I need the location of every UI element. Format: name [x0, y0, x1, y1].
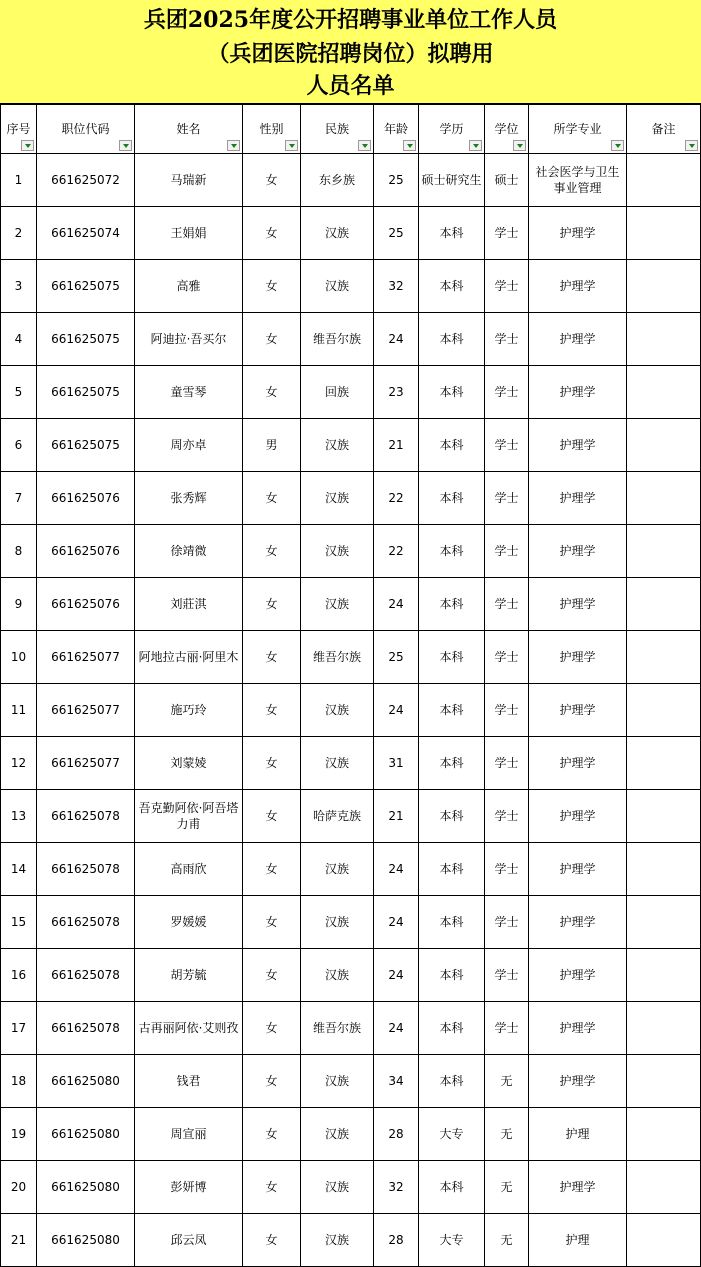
major-cell: 护理学 — [529, 896, 627, 949]
ethnicity-cell: 汉族 — [301, 949, 374, 1002]
gender-cell: 女 — [243, 154, 301, 207]
ethnicity-cell: 汉族 — [301, 737, 374, 790]
hiring-table — [0, 104, 701, 1267]
table-row — [1, 366, 701, 419]
ethnicity-cell: 维吾尔族 — [301, 1002, 374, 1055]
row-number-cell: 13 — [1, 790, 37, 843]
table-row — [1, 1002, 701, 1055]
title-line-1: 兵团2025年度公开招聘事业单位工作人员 — [143, 7, 558, 33]
degree-cell: 硕士 — [485, 154, 529, 207]
remark-cell — [627, 790, 701, 843]
position-code-cell: 661625072 — [37, 154, 135, 207]
age-cell: 28 — [374, 1108, 419, 1161]
table-row — [1, 949, 701, 1002]
education-cell: 本科 — [419, 631, 485, 684]
position-code-cell: 661625077 — [37, 684, 135, 737]
major-cell: 护理学 — [529, 1161, 627, 1214]
age-cell: 24 — [374, 1002, 419, 1055]
column-header — [243, 105, 301, 154]
gender-cell: 女 — [243, 207, 301, 260]
age-cell: 32 — [374, 260, 419, 313]
ethnicity-cell: 汉族 — [301, 419, 374, 472]
age-cell: 24 — [374, 896, 419, 949]
filter-dropdown-icon[interactable] — [285, 140, 298, 151]
name-cell: 古再丽阿依·艾则孜 — [135, 1002, 243, 1055]
remark-cell — [627, 313, 701, 366]
column-header-label: 序号 — [6, 122, 31, 136]
position-code-cell: 661625078 — [37, 949, 135, 1002]
degree-cell: 学士 — [485, 790, 529, 843]
education-cell: 本科 — [419, 1002, 485, 1055]
ethnicity-cell: 东乡族 — [301, 154, 374, 207]
row-number-cell: 10 — [1, 631, 37, 684]
degree-cell: 学士 — [485, 843, 529, 896]
position-code-cell: 661625075 — [37, 313, 135, 366]
education-cell: 本科 — [419, 525, 485, 578]
remark-cell — [627, 1161, 701, 1214]
ethnicity-cell: 汉族 — [301, 843, 374, 896]
position-code-cell: 661625076 — [37, 472, 135, 525]
column-header-label: 学位 — [494, 122, 519, 136]
education-cell: 本科 — [419, 1161, 485, 1214]
remark-cell — [627, 949, 701, 1002]
table-row — [1, 525, 701, 578]
gender-cell: 女 — [243, 1161, 301, 1214]
table-row — [1, 684, 701, 737]
column-header — [627, 105, 701, 154]
gender-cell: 男 — [243, 419, 301, 472]
age-cell: 34 — [374, 1055, 419, 1108]
gender-cell: 女 — [243, 366, 301, 419]
age-cell: 32 — [374, 1161, 419, 1214]
age-cell: 28 — [374, 1214, 419, 1267]
row-number-cell: 5 — [1, 366, 37, 419]
remark-cell — [627, 419, 701, 472]
major-cell: 护理学 — [529, 366, 627, 419]
position-code-cell: 661625080 — [37, 1108, 135, 1161]
ethnicity-cell: 汉族 — [301, 1161, 374, 1214]
row-number-cell: 7 — [1, 472, 37, 525]
age-cell: 21 — [374, 419, 419, 472]
age-cell: 22 — [374, 472, 419, 525]
degree-cell: 无 — [485, 1108, 529, 1161]
name-cell: 阿迪拉·吾买尔 — [135, 313, 243, 366]
title-line-2: （兵团医院招聘岗位）拟聘用 — [207, 41, 494, 67]
table-row — [1, 260, 701, 313]
degree-cell: 学士 — [485, 737, 529, 790]
gender-cell: 女 — [243, 525, 301, 578]
degree-cell: 学士 — [485, 631, 529, 684]
name-cell: 马瑞新 — [135, 154, 243, 207]
column-header — [135, 105, 243, 154]
ethnicity-cell: 汉族 — [301, 207, 374, 260]
column-header — [374, 105, 419, 154]
remark-cell — [627, 1002, 701, 1055]
remark-cell — [627, 525, 701, 578]
major-cell: 护理学 — [529, 525, 627, 578]
column-header — [485, 105, 529, 154]
remark-cell — [627, 631, 701, 684]
education-cell: 本科 — [419, 896, 485, 949]
position-code-cell: 661625078 — [37, 843, 135, 896]
gender-cell: 女 — [243, 578, 301, 631]
header-row — [1, 105, 701, 154]
education-cell: 本科 — [419, 1055, 485, 1108]
gender-cell: 女 — [243, 1214, 301, 1267]
position-code-cell: 661625080 — [37, 1161, 135, 1214]
remark-cell — [627, 843, 701, 896]
position-code-cell: 661625075 — [37, 366, 135, 419]
education-cell: 本科 — [419, 260, 485, 313]
position-code-cell: 661625078 — [37, 790, 135, 843]
degree-cell: 学士 — [485, 1002, 529, 1055]
name-cell: 周亦卓 — [135, 419, 243, 472]
row-number-cell: 14 — [1, 843, 37, 896]
filter-dropdown-icon[interactable] — [403, 140, 416, 151]
table-row — [1, 419, 701, 472]
ethnicity-cell: 汉族 — [301, 684, 374, 737]
gender-cell: 女 — [243, 313, 301, 366]
name-cell: 刘莊淇 — [135, 578, 243, 631]
education-cell: 本科 — [419, 207, 485, 260]
major-cell: 护理学 — [529, 313, 627, 366]
table-row — [1, 1161, 701, 1214]
column-header — [529, 105, 627, 154]
position-code-cell: 661625080 — [37, 1055, 135, 1108]
degree-cell: 无 — [485, 1161, 529, 1214]
age-cell: 24 — [374, 684, 419, 737]
gender-cell: 女 — [243, 737, 301, 790]
age-cell: 31 — [374, 737, 419, 790]
remark-cell — [627, 1214, 701, 1267]
row-number-cell: 18 — [1, 1055, 37, 1108]
age-cell: 24 — [374, 949, 419, 1002]
major-cell: 护理学 — [529, 260, 627, 313]
column-header-label: 性别 — [259, 122, 284, 136]
education-cell: 本科 — [419, 737, 485, 790]
major-cell: 护理学 — [529, 790, 627, 843]
degree-cell: 学士 — [485, 419, 529, 472]
position-code-cell: 661625078 — [37, 896, 135, 949]
remark-cell — [627, 154, 701, 207]
age-cell: 24 — [374, 843, 419, 896]
position-code-cell: 661625075 — [37, 419, 135, 472]
column-header — [1, 105, 37, 154]
table-row — [1, 578, 701, 631]
position-code-cell: 661625080 — [37, 1214, 135, 1267]
education-cell: 本科 — [419, 313, 485, 366]
major-cell: 护理学 — [529, 207, 627, 260]
degree-cell: 无 — [485, 1055, 529, 1108]
gender-cell: 女 — [243, 843, 301, 896]
title-line-3: 人员名单 — [306, 73, 395, 99]
age-cell: 24 — [374, 578, 419, 631]
age-cell: 21 — [374, 790, 419, 843]
name-cell: 徐靖微 — [135, 525, 243, 578]
gender-cell: 女 — [243, 1002, 301, 1055]
major-cell: 护理 — [529, 1108, 627, 1161]
ethnicity-cell: 汉族 — [301, 1055, 374, 1108]
position-code-cell: 661625077 — [37, 737, 135, 790]
row-number-cell: 12 — [1, 737, 37, 790]
age-cell: 25 — [374, 631, 419, 684]
major-cell: 护理学 — [529, 1002, 627, 1055]
position-code-cell: 661625074 — [37, 207, 135, 260]
education-cell: 本科 — [419, 366, 485, 419]
filter-dropdown-icon[interactable] — [685, 140, 698, 151]
column-header-label: 民族 — [324, 122, 349, 136]
name-cell: 高雅 — [135, 260, 243, 313]
name-cell: 刘蒙婈 — [135, 737, 243, 790]
major-cell: 社会医学与卫生事业管理 — [529, 154, 627, 207]
education-cell: 硕士研究生 — [419, 154, 485, 207]
ethnicity-cell: 汉族 — [301, 1214, 374, 1267]
table-row — [1, 313, 701, 366]
row-number-cell: 15 — [1, 896, 37, 949]
degree-cell: 学士 — [485, 949, 529, 1002]
table-row — [1, 737, 701, 790]
gender-cell: 女 — [243, 896, 301, 949]
row-number-cell: 3 — [1, 260, 37, 313]
gender-cell: 女 — [243, 949, 301, 1002]
ethnicity-cell: 汉族 — [301, 1108, 374, 1161]
position-code-cell: 661625075 — [37, 260, 135, 313]
column-header-label: 职位代码 — [61, 122, 110, 136]
name-cell: 张秀辉 — [135, 472, 243, 525]
row-number-cell: 16 — [1, 949, 37, 1002]
ethnicity-cell: 回族 — [301, 366, 374, 419]
filter-dropdown-icon[interactable] — [227, 140, 240, 151]
table-row — [1, 1055, 701, 1108]
degree-cell: 学士 — [485, 366, 529, 419]
name-cell: 吾克勤阿依·阿吾塔力甫 — [135, 790, 243, 843]
row-number-cell: 17 — [1, 1002, 37, 1055]
remark-cell — [627, 684, 701, 737]
column-header-label: 年龄 — [383, 122, 408, 136]
degree-cell: 学士 — [485, 472, 529, 525]
row-number-cell: 19 — [1, 1108, 37, 1161]
education-cell: 本科 — [419, 419, 485, 472]
table-row — [1, 154, 701, 207]
education-cell: 大专 — [419, 1108, 485, 1161]
age-cell: 25 — [374, 154, 419, 207]
age-cell: 23 — [374, 366, 419, 419]
major-cell: 护理学 — [529, 472, 627, 525]
row-number-cell: 9 — [1, 578, 37, 631]
remark-cell — [627, 578, 701, 631]
row-number-cell: 1 — [1, 154, 37, 207]
age-cell: 22 — [374, 525, 419, 578]
table-row — [1, 896, 701, 949]
age-cell: 24 — [374, 313, 419, 366]
gender-cell: 女 — [243, 260, 301, 313]
filter-dropdown-icon[interactable] — [358, 140, 371, 151]
ethnicity-cell: 维吾尔族 — [301, 313, 374, 366]
table-row — [1, 631, 701, 684]
gender-cell: 女 — [243, 790, 301, 843]
name-cell: 高雨欣 — [135, 843, 243, 896]
name-cell: 阿地拉古丽·阿里木 — [135, 631, 243, 684]
column-header-label: 所学专业 — [553, 122, 602, 136]
remark-cell — [627, 260, 701, 313]
remark-cell — [627, 1108, 701, 1161]
gender-cell: 女 — [243, 1108, 301, 1161]
table-row — [1, 1108, 701, 1161]
major-cell: 护理学 — [529, 631, 627, 684]
column-header — [37, 105, 135, 154]
title-banner — [0, 0, 701, 104]
table-row — [1, 790, 701, 843]
table-row — [1, 207, 701, 260]
column-header — [419, 105, 485, 154]
gender-cell: 女 — [243, 472, 301, 525]
name-cell: 童雪琴 — [135, 366, 243, 419]
major-cell: 护理 — [529, 1214, 627, 1267]
ethnicity-cell: 汉族 — [301, 260, 374, 313]
table-row — [1, 843, 701, 896]
row-number-cell: 2 — [1, 207, 37, 260]
row-number-cell: 20 — [1, 1161, 37, 1214]
major-cell: 护理学 — [529, 737, 627, 790]
major-cell: 护理学 — [529, 419, 627, 472]
filter-dropdown-icon[interactable] — [21, 140, 34, 151]
ethnicity-cell: 汉族 — [301, 896, 374, 949]
education-cell: 本科 — [419, 843, 485, 896]
degree-cell: 学士 — [485, 207, 529, 260]
degree-cell: 学士 — [485, 578, 529, 631]
degree-cell: 学士 — [485, 684, 529, 737]
name-cell: 彭妍博 — [135, 1161, 243, 1214]
education-cell: 本科 — [419, 790, 485, 843]
name-cell: 钱君 — [135, 1055, 243, 1108]
education-cell: 本科 — [419, 472, 485, 525]
degree-cell: 无 — [485, 1214, 529, 1267]
ethnicity-cell: 汉族 — [301, 472, 374, 525]
major-cell: 护理学 — [529, 684, 627, 737]
filter-dropdown-icon[interactable] — [513, 140, 526, 151]
major-cell: 护理学 — [529, 1055, 627, 1108]
column-header-label: 备注 — [651, 122, 676, 136]
position-code-cell: 661625078 — [37, 1002, 135, 1055]
remark-cell — [627, 1055, 701, 1108]
degree-cell: 学士 — [485, 313, 529, 366]
remark-cell — [627, 207, 701, 260]
ethnicity-cell: 汉族 — [301, 578, 374, 631]
remark-cell — [627, 366, 701, 419]
row-number-cell: 11 — [1, 684, 37, 737]
column-header-label: 姓名 — [176, 122, 201, 136]
gender-cell: 女 — [243, 1055, 301, 1108]
row-number-cell: 4 — [1, 313, 37, 366]
ethnicity-cell: 汉族 — [301, 525, 374, 578]
gender-cell: 女 — [243, 684, 301, 737]
major-cell: 护理学 — [529, 578, 627, 631]
ethnicity-cell: 维吾尔族 — [301, 631, 374, 684]
position-code-cell: 661625076 — [37, 578, 135, 631]
education-cell: 本科 — [419, 949, 485, 1002]
major-cell: 护理学 — [529, 949, 627, 1002]
name-cell: 胡芳毓 — [135, 949, 243, 1002]
filter-dropdown-icon[interactable] — [469, 140, 482, 151]
ethnicity-cell: 哈萨克族 — [301, 790, 374, 843]
table-row — [1, 472, 701, 525]
remark-cell — [627, 896, 701, 949]
row-number-cell: 8 — [1, 525, 37, 578]
gender-cell: 女 — [243, 631, 301, 684]
education-cell: 大专 — [419, 1214, 485, 1267]
education-cell: 本科 — [419, 684, 485, 737]
name-cell: 邱云凤 — [135, 1214, 243, 1267]
filter-dropdown-icon[interactable] — [611, 140, 624, 151]
degree-cell: 学士 — [485, 896, 529, 949]
row-number-cell: 21 — [1, 1214, 37, 1267]
row-number-cell: 6 — [1, 419, 37, 472]
remark-cell — [627, 472, 701, 525]
column-header — [301, 105, 374, 154]
name-cell: 王娟娟 — [135, 207, 243, 260]
remark-cell — [627, 737, 701, 790]
filter-dropdown-icon[interactable] — [119, 140, 132, 151]
position-code-cell: 661625076 — [37, 525, 135, 578]
major-cell: 护理学 — [529, 843, 627, 896]
table-row — [1, 1214, 701, 1267]
degree-cell: 学士 — [485, 260, 529, 313]
name-cell: 罗媛媛 — [135, 896, 243, 949]
age-cell: 25 — [374, 207, 419, 260]
education-cell: 本科 — [419, 578, 485, 631]
name-cell: 施巧玲 — [135, 684, 243, 737]
name-cell: 周宣丽 — [135, 1108, 243, 1161]
table-body — [1, 154, 701, 1267]
column-header-label: 学历 — [439, 122, 464, 136]
degree-cell: 学士 — [485, 525, 529, 578]
position-code-cell: 661625077 — [37, 631, 135, 684]
